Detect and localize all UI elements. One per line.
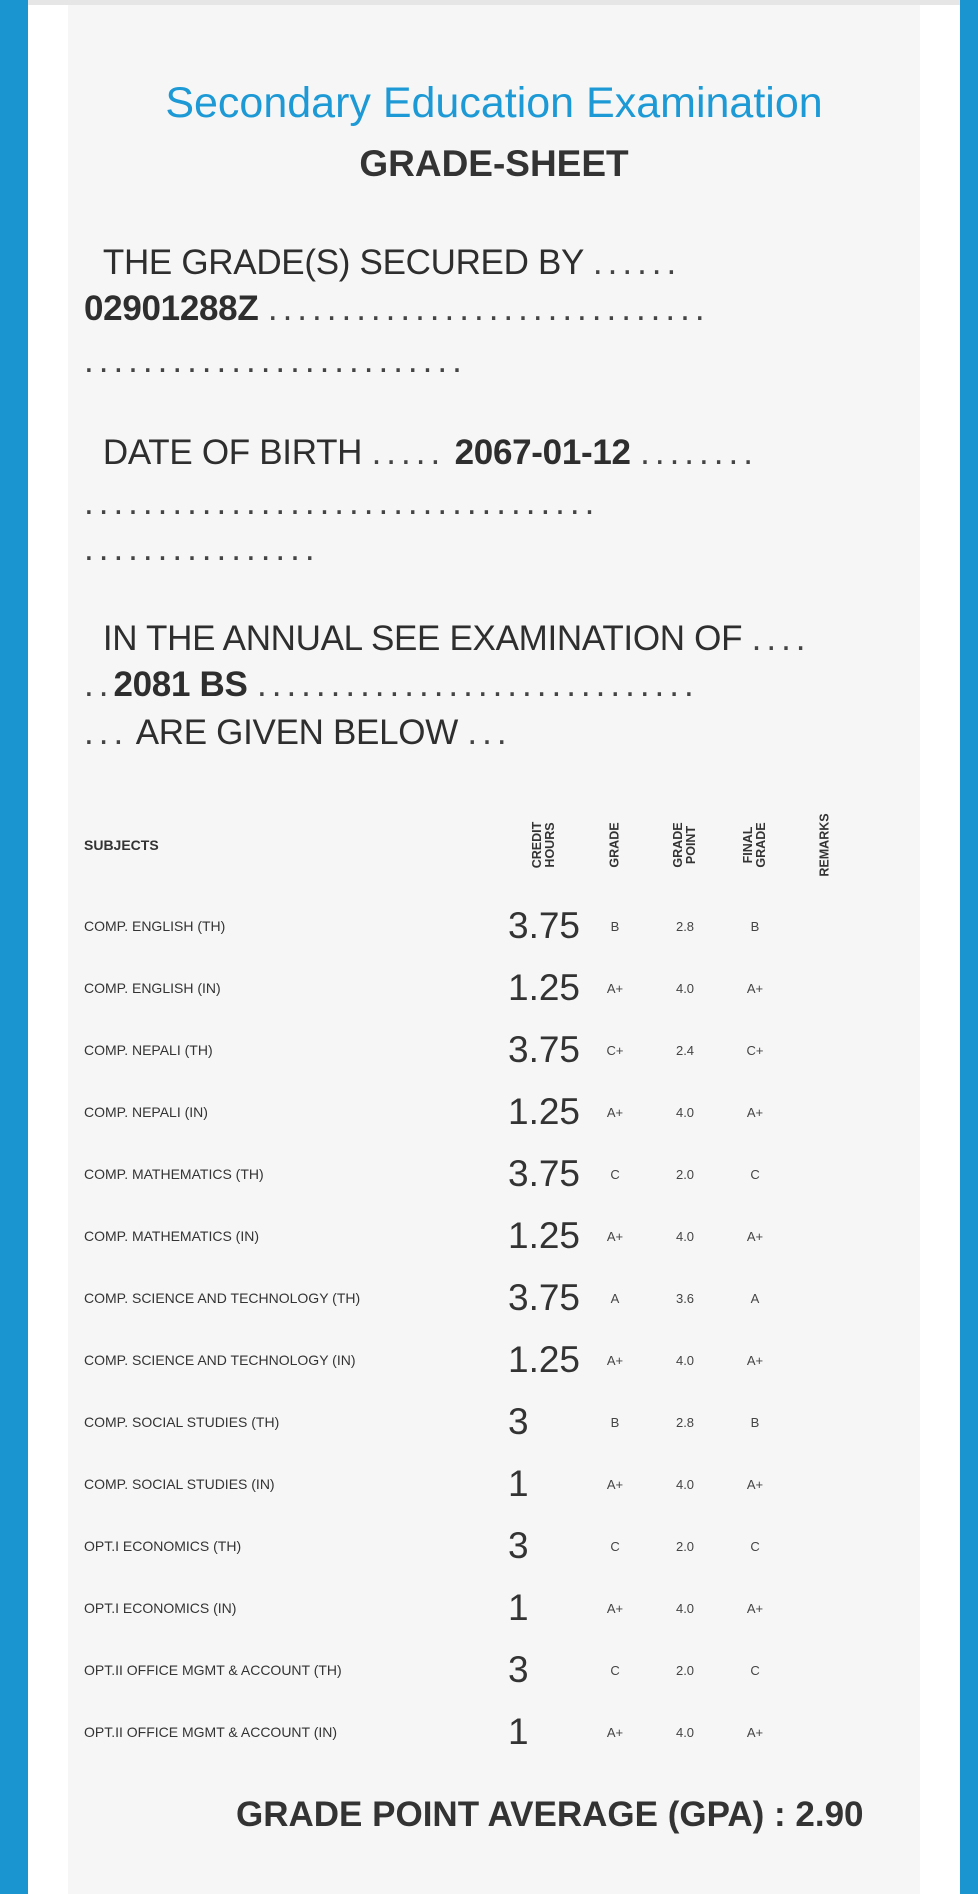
credit-hours-cell: 1	[508, 1463, 529, 1504]
subject-cell: COMP. SOCIAL STUDIES (TH)	[84, 1414, 280, 1430]
dots-line	[84, 529, 914, 569]
header-remarks	[790, 795, 860, 895]
dob-label: DATE OF BIRTH	[102, 433, 363, 472]
secured-by-line	[84, 243, 914, 283]
given-below-line	[84, 713, 914, 753]
grade-point-cell: 3.6	[675, 1290, 695, 1306]
remarks-cell	[790, 1143, 860, 1205]
credit-hours-cell: 3	[508, 1525, 529, 1566]
symbol-line	[84, 289, 914, 329]
final-grade-cell: C	[750, 1166, 760, 1182]
credit-hours-cell: 3	[508, 1401, 529, 1442]
final-grade-cell: A+	[746, 980, 764, 996]
remarks-cell	[790, 1205, 860, 1267]
grade-cell: C+	[606, 1042, 624, 1058]
grade-sheet	[68, 5, 920, 1894]
header-subjects: SUBJECTS	[84, 837, 159, 853]
grade-cell: B	[610, 918, 620, 934]
final-grade-cell: A	[750, 1290, 760, 1306]
dots: ..	[84, 665, 114, 704]
grade-point-cell: 4.0	[675, 980, 695, 996]
given-below-label: ARE GIVEN BELOW	[135, 713, 458, 752]
table-row	[84, 1701, 860, 1763]
final-grade-cell: A+	[746, 1724, 764, 1740]
dob-value: 2067-01-12	[454, 433, 631, 472]
table-row	[84, 957, 860, 1019]
remarks-cell	[790, 957, 860, 1019]
credit-hours-cell: 1.25	[508, 1091, 581, 1132]
dots: ...	[467, 713, 512, 752]
header-final-grade	[720, 795, 790, 895]
header-credit-hours	[508, 795, 580, 895]
table-row	[84, 1639, 860, 1701]
grade-point-cell: 2.0	[675, 1166, 695, 1182]
dob-line	[84, 433, 914, 473]
remarks-cell	[790, 1081, 860, 1143]
dots: ................	[84, 529, 320, 568]
dots: ..........................	[84, 341, 467, 380]
remarks-cell	[790, 895, 860, 957]
gpa-line	[236, 1795, 916, 1835]
remarks-cell	[790, 1329, 860, 1391]
table-row	[84, 1329, 860, 1391]
remarks-cell	[790, 1453, 860, 1515]
grade-cell: C	[610, 1662, 620, 1678]
grades-table	[84, 795, 860, 1763]
final-grade-cell: A+	[746, 1352, 764, 1368]
table-row	[84, 1515, 860, 1577]
subject-cell: COMP. MATHEMATICS (TH)	[84, 1166, 264, 1182]
dots-line	[84, 483, 914, 523]
grade-cell: A+	[606, 1228, 624, 1244]
grade-cell: C	[610, 1538, 620, 1554]
dots: .....	[371, 433, 446, 472]
subject-cell: COMP. NEPALI (IN)	[84, 1104, 208, 1120]
credit-hours-cell: 3.75	[508, 1277, 581, 1318]
final-grade-cell: A+	[746, 1104, 764, 1120]
grade-cell: A+	[606, 980, 624, 996]
page-title: Secondary Education Examination	[165, 79, 823, 127]
header-remarks-label: REMARKS	[817, 813, 832, 877]
credit-hours-cell: 1	[508, 1711, 529, 1752]
final-grade-cell: A+	[746, 1600, 764, 1616]
subject-cell: COMP. ENGLISH (IN)	[84, 980, 221, 996]
table-row	[84, 1019, 860, 1081]
credit-hours-cell: 3.75	[508, 1153, 581, 1194]
symbol-number: 02901288Z	[84, 289, 259, 328]
credit-hours-cell: 3.75	[508, 1029, 581, 1070]
final-grade-cell: A+	[746, 1476, 764, 1492]
dots: ...	[84, 713, 129, 752]
secured-by-label: THE GRADE(S) SECURED BY	[102, 243, 584, 282]
subject-cell: OPT.I ECONOMICS (IN)	[84, 1600, 237, 1616]
exam-year: 2081 BS	[113, 665, 248, 704]
header-grade-point	[650, 795, 720, 895]
grade-cell: A+	[606, 1724, 624, 1740]
grade-cell: A	[610, 1290, 620, 1306]
grade-point-cell: 4.0	[675, 1600, 695, 1616]
grade-point-cell: 4.0	[675, 1724, 695, 1740]
grades-table-body	[84, 895, 860, 1763]
remarks-cell	[790, 1577, 860, 1639]
credit-hours-cell: 1.25	[508, 967, 581, 1008]
grade-cell: A+	[606, 1104, 624, 1120]
grade-point-cell: 4.0	[675, 1104, 695, 1120]
subject-cell: COMP. SOCIAL STUDIES (IN)	[84, 1476, 275, 1492]
credit-hours-cell: 3.75	[508, 905, 581, 946]
grade-cell: C	[610, 1166, 620, 1182]
final-grade-cell: C	[750, 1662, 760, 1678]
dots: ........	[640, 433, 758, 472]
credit-hours-cell: 1.25	[508, 1215, 581, 1256]
grade-cell: B	[610, 1414, 620, 1430]
remarks-cell	[790, 1639, 860, 1701]
table-header-row	[84, 795, 860, 895]
page-subtitle: GRADE-SHEET	[359, 143, 629, 184]
subject-cell: COMP. SCIENCE AND TECHNOLOGY (TH)	[84, 1290, 361, 1306]
right-accent-bar	[960, 0, 978, 1894]
remarks-cell	[790, 1267, 860, 1329]
header-final-grade-label: FINAL GRADE	[741, 822, 769, 868]
credit-hours-cell: 1.25	[508, 1339, 581, 1380]
remarks-cell	[790, 1515, 860, 1577]
grade-cell: A+	[606, 1476, 624, 1492]
dots-line	[84, 341, 914, 381]
grade-point-cell: 4.0	[675, 1352, 695, 1368]
subject-cell: COMP. ENGLISH (TH)	[84, 918, 226, 934]
exam-label: IN THE ANNUAL SEE EXAMINATION OF	[102, 619, 743, 658]
table-row	[84, 1577, 860, 1639]
grade-point-cell: 2.0	[675, 1662, 695, 1678]
subject-cell: OPT.I ECONOMICS (TH)	[84, 1538, 242, 1554]
table-row	[84, 895, 860, 957]
table-row	[84, 1143, 860, 1205]
remarks-cell	[790, 1019, 860, 1081]
exam-year-line	[84, 665, 914, 705]
table-row	[84, 1391, 860, 1453]
grade-cell: A+	[606, 1600, 624, 1616]
final-grade-cell: B	[750, 1414, 760, 1430]
grade-point-cell: 4.0	[675, 1228, 695, 1244]
grade-point-cell: 2.0	[675, 1538, 695, 1554]
final-grade-cell: C+	[746, 1042, 764, 1058]
grade-point-cell: 2.4	[675, 1042, 695, 1058]
exam-line	[84, 619, 914, 659]
dots: ....	[751, 619, 811, 658]
credit-hours-cell: 3	[508, 1649, 529, 1690]
subject-cell: OPT.II OFFICE MGMT & ACCOUNT (IN)	[84, 1724, 338, 1740]
grade-point-cell: 2.8	[675, 1414, 695, 1430]
header-credit-hours-label: CREDIT HOURS	[530, 821, 557, 869]
table-row	[84, 1205, 860, 1267]
header-grade-point-label: GRADE POINT	[671, 822, 699, 868]
final-grade-cell: A+	[746, 1228, 764, 1244]
table-row	[84, 1453, 860, 1515]
gpa-value: 2.90	[795, 1795, 864, 1834]
dots: ......	[592, 243, 682, 282]
table-row	[84, 1267, 860, 1329]
credit-hours-cell: 1	[508, 1587, 529, 1628]
final-grade-cell: C	[750, 1538, 760, 1554]
table-row	[84, 1081, 860, 1143]
subject-cell: COMP. MATHEMATICS (IN)	[84, 1228, 259, 1244]
subject-cell: COMP. SCIENCE AND TECHNOLOGY (IN)	[84, 1352, 356, 1368]
grade-cell: A+	[606, 1352, 624, 1368]
dots: ..............................	[257, 665, 699, 704]
dots: ..............................	[267, 289, 710, 328]
gpa-label: GRADE POINT AVERAGE (GPA) :	[236, 1795, 786, 1834]
header-grade	[580, 795, 650, 895]
grade-point-cell: 2.8	[675, 918, 695, 934]
remarks-cell	[790, 1391, 860, 1453]
final-grade-cell: B	[750, 918, 760, 934]
dots: ...................................	[84, 483, 600, 522]
remarks-cell	[790, 1701, 860, 1763]
subject-cell: COMP. NEPALI (TH)	[84, 1042, 213, 1058]
left-accent-bar	[0, 0, 28, 1894]
grade-point-cell: 4.0	[675, 1476, 695, 1492]
subject-cell: OPT.II OFFICE MGMT & ACCOUNT (TH)	[84, 1662, 342, 1678]
header-grade-label: GRADE	[607, 822, 622, 868]
